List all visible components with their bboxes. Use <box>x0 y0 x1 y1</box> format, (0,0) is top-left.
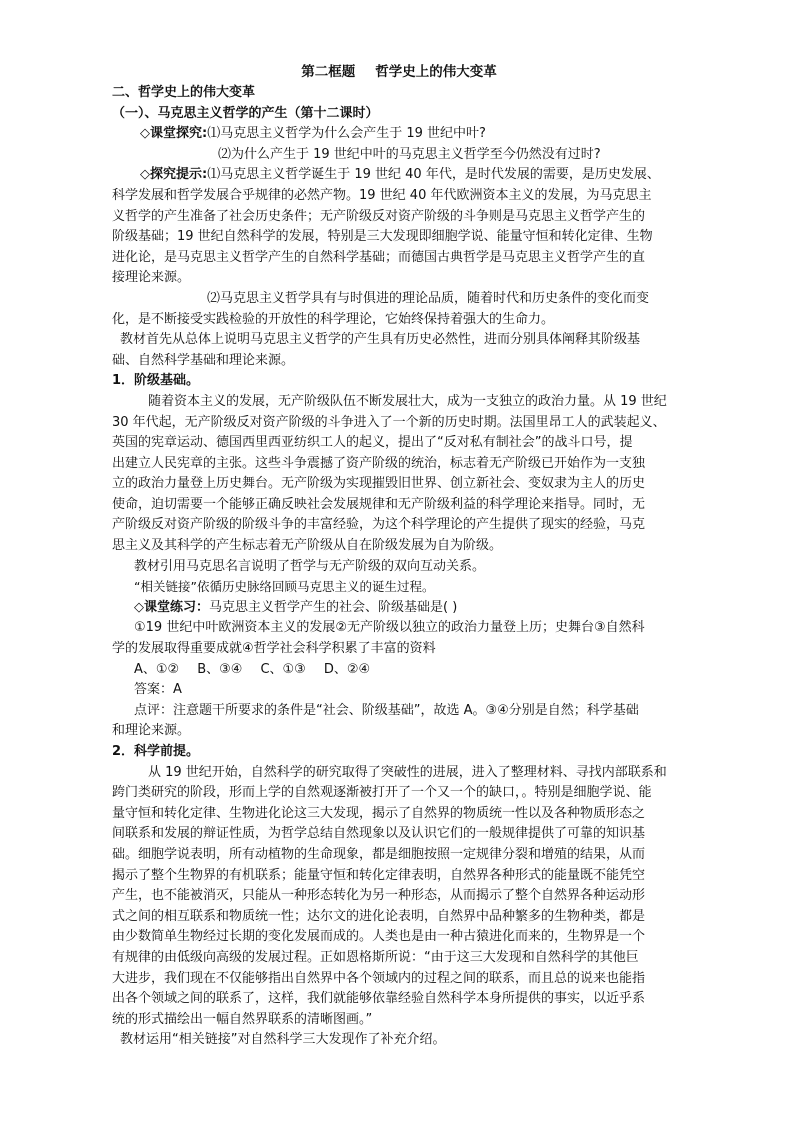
section1-line: 随着资本主义的发展，无产阶级队伍不断发展壮大，成为一支独立的政治力量。从 19 世纪 <box>148 393 667 409</box>
option-c: C、①③ <box>260 661 306 677</box>
section2-line: 础。细胞学说表明，所有动植物的生命现象，都是细胞按照一定规律分裂和增殖的结果，从而 <box>112 846 646 862</box>
section1-line: 立的政治力量登上历史舞台。无产阶级为实现摧毁旧世界、创立新社会、变奴隶为主人的历史 <box>112 476 646 492</box>
document-page <box>112 62 686 1051</box>
quote-note: 教材引用马克思名言说明了哲学与无产阶级的双向互动关系。 <box>134 558 486 574</box>
inquiry-label: ◇课堂探究: <box>140 126 208 142</box>
section1-line: 思主义及其科学的产生标志着无产阶级从自在阶级发展为自为阶级。 <box>112 538 503 554</box>
option-d: D、②④ <box>323 661 371 677</box>
practice-options <box>112 660 686 681</box>
section2-line: 从 19 世纪开始，自然科学的研究取得了突破性的进展，进入了整理材料、寻找内部联系和 <box>148 764 667 780</box>
practice-question: ◇课堂练习：马克思主义哲学产生的社会、阶级基础是( ) <box>134 599 458 615</box>
section2-line: 有规律的由低级向高级的发展过程。正如恩格斯所说：“由于这三大发现和自然科学的其他巨 <box>112 949 639 965</box>
hint-line: 阶级基础；19 世纪自然科学的发展，特别是三大发现即细胞学说、能量守恒和转化定律、生物 <box>112 229 653 245</box>
practice-comment-line: 点评：注意题干所要求的条件是“社会、阶级基础”，故选 A。③④分别是自然；科学基础 <box>134 702 639 718</box>
hint-part2-line: ⑵马克思主义哲学具有与时俱进的理论品质，随着时代和历史条件的变化而变 <box>207 290 650 306</box>
inquiry-question-1: ◇课堂探究:⑴马克思主义哲学为什么会产生于 19 世纪中叶? <box>140 126 486 142</box>
hint-part2-line: 化，是不断接受实践检验的开放性的科学理论，它始终保持着强大的生命力。 <box>112 311 555 327</box>
section2-line: 式之间的相互联系和物质统一性；达尔文的进化论表明，自然界中品种繁多的生物种类，都是 <box>112 908 646 924</box>
section1-line: 30 年代起，无产阶级反对资产阶级的斗争进入了一个新的历史时期。法国里昂工人的武装起义、 <box>112 414 666 430</box>
link-note: “相关链接”依循历史脉络回顾马克思主义的诞生过程。 <box>134 579 435 595</box>
practice-stem-line: ①19 世纪中叶欧洲资本主义的发展②无产阶级以独立的政治力量登上历；史舞台③自然科 <box>134 620 645 636</box>
option-b: B、③④ <box>197 661 243 677</box>
section2-line: 揭示了整个生物界的有机联系；能量守恒和转化定律表明，自然界各种形式的能量既不能凭空 <box>112 867 646 883</box>
section2-heading: 2．科学前提。 <box>112 744 200 759</box>
hint-label: ◇探究提示: <box>140 167 208 183</box>
section2-line: 出各个领域之间的联系了，这样，我们就能够依靠经验自然科学本身所提供的事实，以近乎系 <box>112 991 646 1007</box>
subsection-heading: （一）、马克思主义哲学的产生（第十二课时） <box>112 105 379 121</box>
intro-line: 础、自然科学基础和理论来源。 <box>112 352 295 368</box>
section2-line: 大进步，我们现在不仅能够指出自然界中各个领域内的过程之间的联系，而且总的说来也能指 <box>112 970 646 986</box>
practice-comment-line: 和理论来源。 <box>112 723 191 739</box>
section2-line: 统的形式描绘出一幅自然界联系的清晰图画。” <box>112 1011 373 1027</box>
practice-answer: 答案：A <box>134 682 182 698</box>
intro-line: 教材首先从总体上说明马克思主义哲学的产生具有历史必然性，进而分别具体阐释其阶级基 <box>120 332 641 348</box>
hint-line: 接理论来源。 <box>112 270 191 286</box>
section2-line: 由少数简单生物经过长期的变化发展而成的。人类也是由一种古猿进化而来的，生物界是一个 <box>112 929 646 945</box>
section2-line: 量守恒和转化定律、生物进化论这三大发现，揭示了自然界的物质统一性以及各种物质形态之 <box>112 805 646 821</box>
section1-line: 使命，迫切需要一个能够正确反映社会发展规律和无产阶级利益的科学理论来指导。同时，无 <box>112 496 646 512</box>
hint-line: 进化论，是马克思主义哲学产生的自然科学基础；而德国古典哲学是马克思主义哲学产生的直 <box>112 249 646 265</box>
section2-line: 跨门类研究的阶段，形而上学的自然观逐渐被打开了一个又一个的缺口，。特别是细胞学说、能 <box>112 785 652 801</box>
section1-line: 产阶级反对资产阶级的阶级斗争的丰富经验，为这个科学理论的产生提供了现实的经验，马克 <box>112 517 646 533</box>
section2-line: 产生，也不能被消灭，只能从一种形态转化为另一种形态，从而揭示了整个自然界各种运动形 <box>112 888 646 904</box>
section1-line: 出建立人民宪章的主张。这些斗争震撼了资产阶级的统治，标志着无产阶级已开始作为一支独 <box>112 455 646 471</box>
section-heading: 二、哲学史上的伟大变革 <box>112 85 256 100</box>
section1-line: 英国的宪章运动、德国西里西亚纺织工人的起义，提出了“反对私有制社会”的战斗口号，提 <box>112 435 633 451</box>
document-title <box>112 62 686 83</box>
inquiry-question-2: ⑵为什么产生于 19 世纪中叶的马克思主义哲学至今仍然没有过时? <box>218 146 601 162</box>
hint-line: ◇探究提示:⑴马克思主义哲学诞生于 19 世纪 40 年代，是时代发展的需要，是历史发展、 <box>140 167 660 183</box>
practice-stem-line: 学的发展取得重要成就④哲学社会科学积累了丰富的资料 <box>112 641 436 657</box>
section2-closing: 教材运用“相关链接”对自然科学三大发现作了补充介绍。 <box>120 1032 446 1048</box>
option-a: A、①② <box>134 661 180 677</box>
title-part1: 第二框题 <box>301 64 356 80</box>
hint-line: 科学发展和哲学发展合乎规律的必然产物。19 世纪 40 年代欧洲资本主义的发展，为马克思主 <box>112 187 652 203</box>
hint-line: 义哲学的产生准备了社会历史条件；无产阶级反对资产阶级的斗争则是马克思主义哲学产生的 <box>112 208 646 224</box>
practice-label: ◇课堂练习： <box>134 599 209 615</box>
section1-heading: 1．阶级基础。 <box>112 373 200 389</box>
title-part2: 哲学史上的伟大变革 <box>375 64 497 80</box>
section2-line: 间联系和发展的辩证性质，为哲学总结自然现象以及认识它们的一般规律提供了可靠的知识基 <box>112 826 646 842</box>
